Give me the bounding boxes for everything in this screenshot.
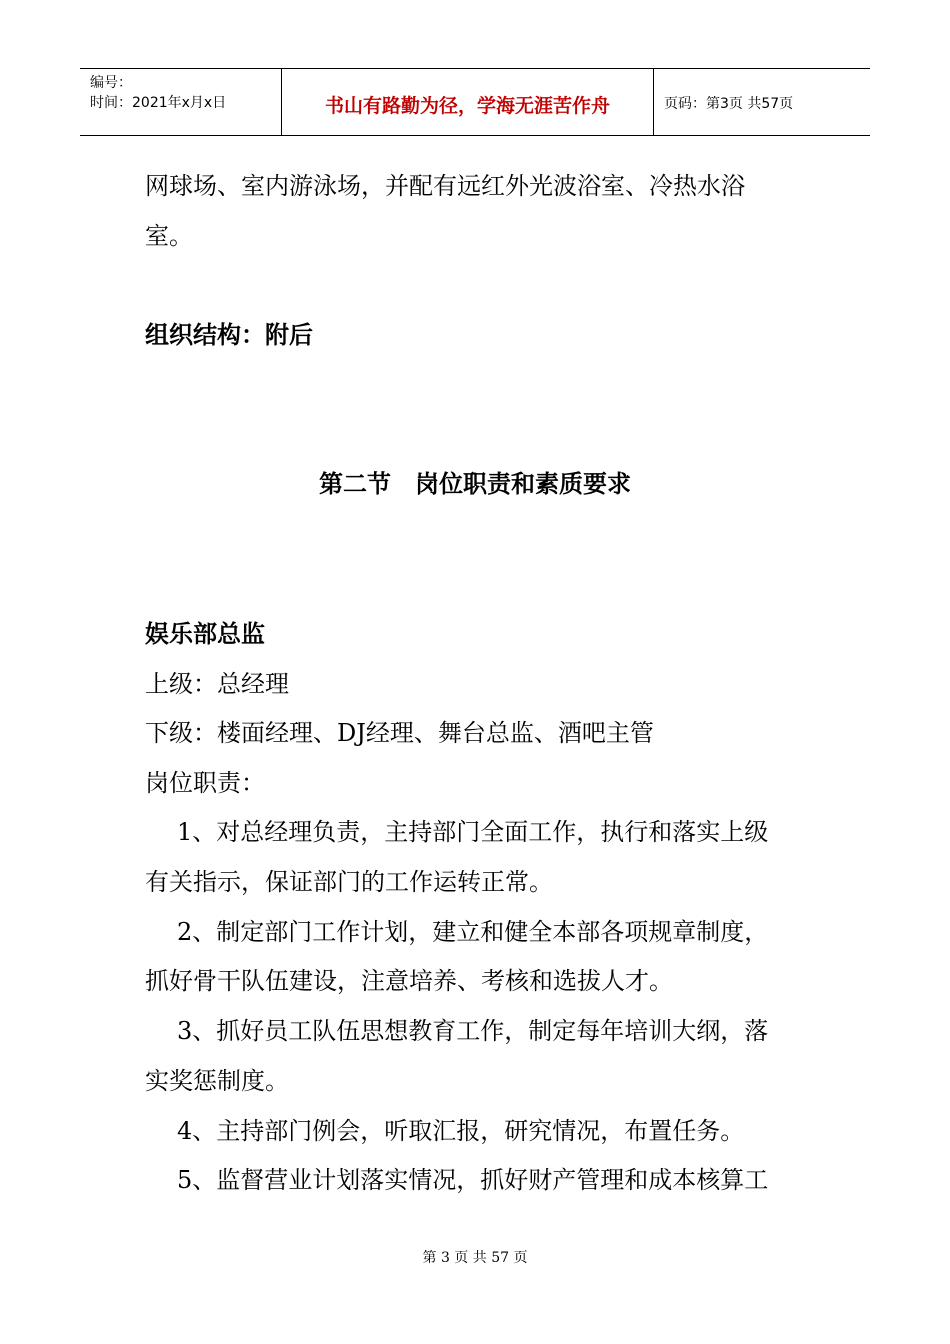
section-title-text: 岗位职责和素质要求 — [415, 470, 631, 498]
duty-5-line-1: 5、监督营业计划落实情况，抓好财产管理和成本核算工 — [177, 1166, 769, 1194]
header-time-label: 时间：2021年x月x日 — [90, 95, 227, 111]
header-number-label: 编号： — [90, 75, 132, 91]
duties-label: 岗位职责： — [145, 769, 265, 797]
org-structure-heading: 组织结构：附后 — [145, 321, 313, 349]
duty-1-line-2: 有关指示，保证部门的工作运转正常。 — [145, 868, 553, 896]
section-title — [0, 469, 950, 499]
subordinates-line: 下级：楼面经理、DJ经理、舞台总监、酒吧主管 — [145, 719, 654, 747]
duty-2-line-2: 抓好骨干队伍建设，注意培养、考核和选拔人才。 — [145, 967, 673, 995]
header-page-info: 页码：第3页 共57页 — [664, 96, 794, 112]
duty-4-line-1: 4、主持部门例会，听取汇报，研究情况，布置任务。 — [177, 1117, 745, 1145]
header-motto: 书山有路勤为径，学海无涯苦作舟 — [282, 69, 654, 135]
page-header — [80, 68, 870, 136]
role-title: 娱乐部总监 — [145, 620, 265, 648]
intro-line-1: 网球场、室内游泳场，并配有远红外光波浴室、冷热水浴 — [145, 172, 745, 200]
duty-1-line-1: 1、对总经理负责，主持部门全面工作，执行和落实上级 — [177, 818, 769, 846]
header-meta — [80, 69, 282, 135]
duty-3-line-1: 3、抓好员工队伍思想教育工作，制定每年培训大纲，落 — [177, 1017, 769, 1045]
superior-line: 上级：总经理 — [145, 670, 289, 698]
duty-2-line-1: 2、制定部门工作计划，建立和健全本部各项规章制度， — [177, 918, 769, 946]
page-footer: 第 3 页 共 57 页 — [422, 1250, 528, 1266]
section-title-number: 第二节 — [319, 470, 391, 498]
duty-3-line-2: 实奖惩制度。 — [145, 1067, 289, 1095]
intro-line-2: 室。 — [145, 222, 193, 250]
